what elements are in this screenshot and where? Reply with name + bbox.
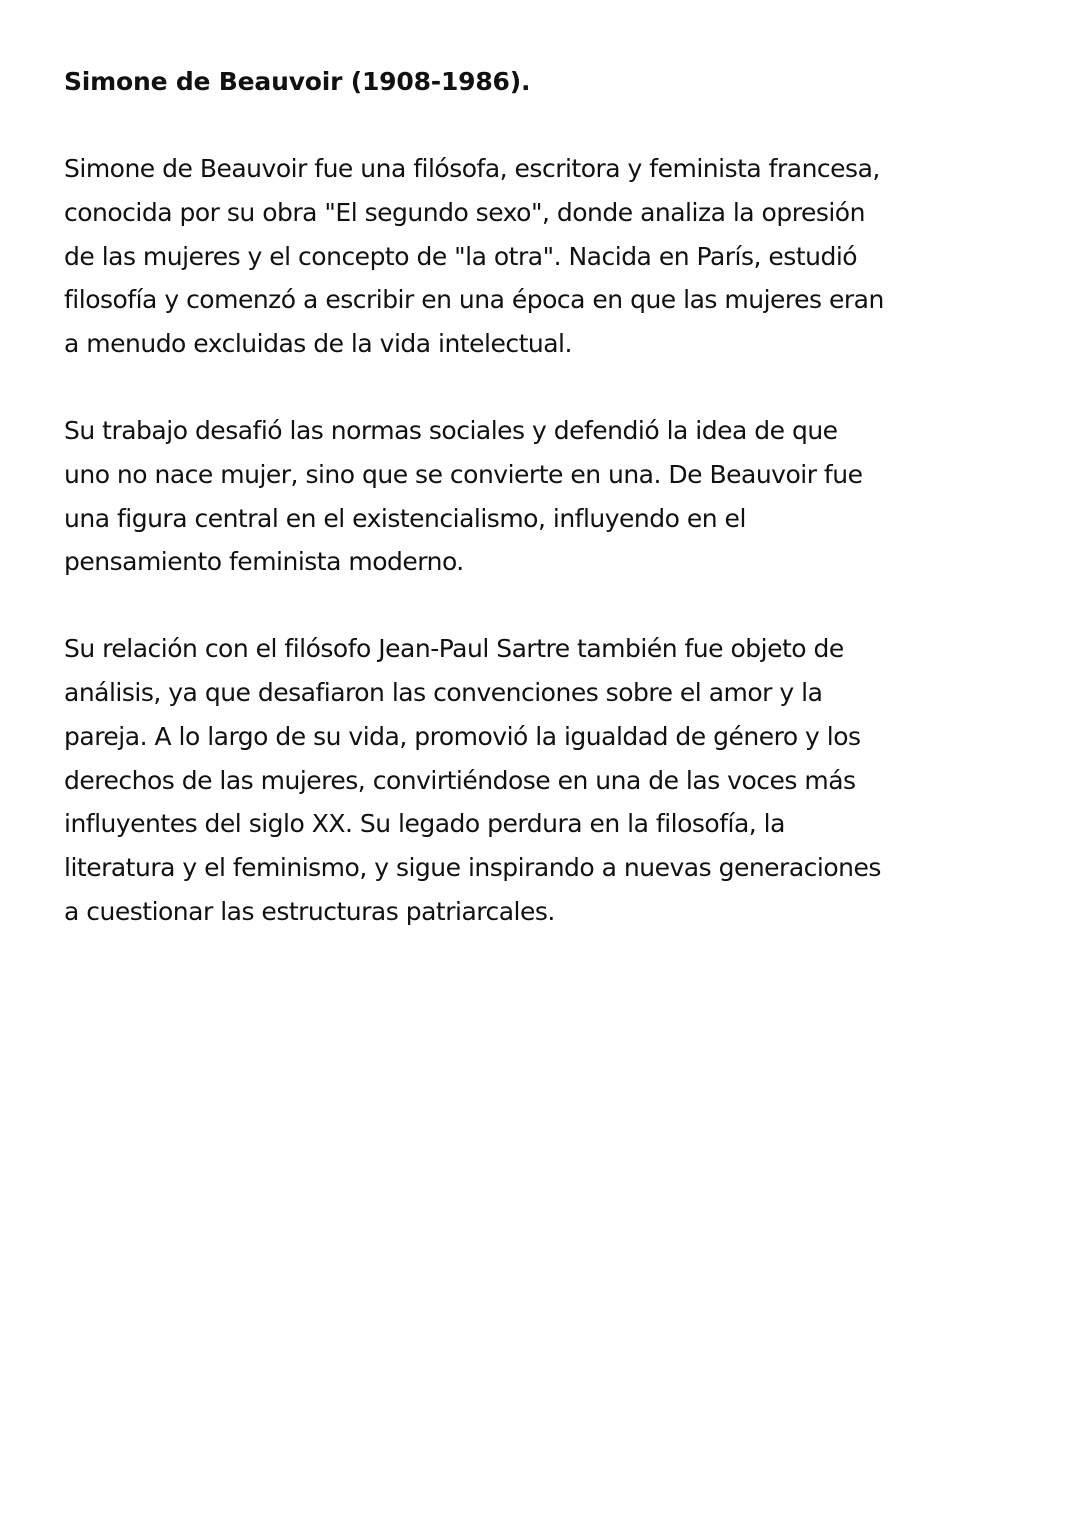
paragraph-line: Simone de Beauvoir fue una filósofa, escritora y feminista francesa, <box>64 154 880 183</box>
document-title: Simone de Beauvoir (1908-1986). <box>64 67 531 96</box>
paragraph-line: pensamiento feminista moderno. <box>64 547 464 577</box>
paragraph-line: una figura central en el existencialismo, influyendo en el <box>64 503 746 533</box>
paragraph-line: conocida por su obra "El segundo sexo", donde analiza la opresión <box>64 197 865 227</box>
paragraph-intro <box>64 147 944 366</box>
paragraph-line: análisis, ya que desafiaron las convenciones sobre el amor y la <box>64 677 823 707</box>
paragraph-line: de las mujeres y el concepto de "la otra". Nacida en París, estudió <box>64 241 858 271</box>
paragraph-legacy <box>64 627 944 934</box>
paragraph-line: a cuestionar las estructuras patriarcales. <box>64 896 555 926</box>
paragraph-work <box>64 409 944 584</box>
paragraph-line: derechos de las mujeres, convirtiéndose en una de las voces más <box>64 765 856 795</box>
paragraph-line: Su relación con el filósofo Jean-Paul Sartre también fue objeto de <box>64 634 844 664</box>
paragraph-line: literatura y el feminismo, y sigue inspirando a nuevas generaciones <box>64 853 881 883</box>
paragraph-line: uno no nace mujer, sino que se convierte en una. De Beauvoir fue <box>64 459 863 489</box>
paragraph-line: filosofía y comenzó a escribir en una época en que las mujeres eran <box>64 285 884 315</box>
paragraph-line: a menudo excluidas de la vida intelectual. <box>64 329 572 359</box>
paragraph-line: influyentes del siglo XX. Su legado perdura en la filosofía, la <box>64 809 785 839</box>
paragraph-line: pareja. A lo largo de su vida, promovió la igualdad de género y los <box>64 721 861 751</box>
paragraph-line: Su trabajo desafió las normas sociales y defendió la idea de que <box>64 415 838 445</box>
